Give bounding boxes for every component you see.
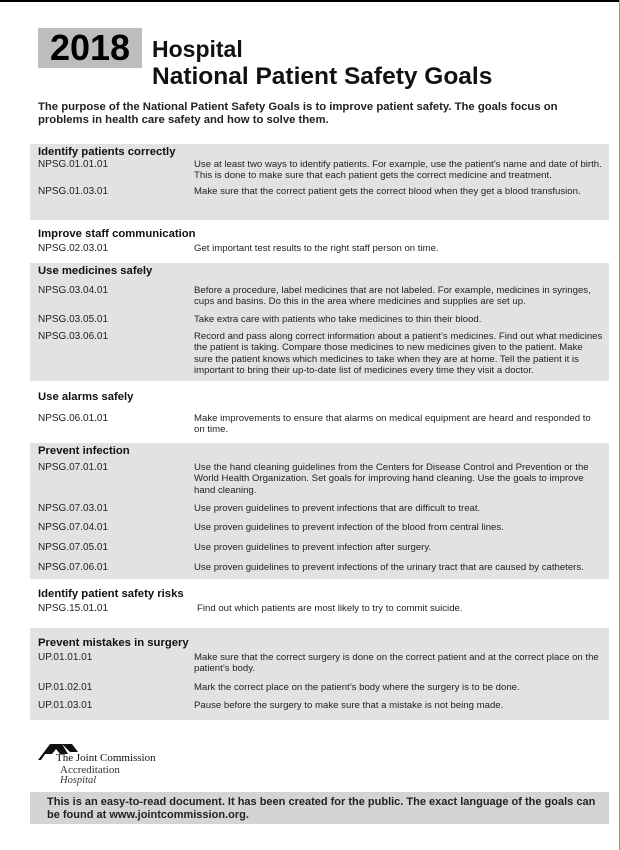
goal-code: NPSG.01.03.01: [38, 186, 109, 197]
goal-code: NPSG.03.04.01: [38, 285, 109, 296]
goal-text: Use at least two ways to identify patients. For example, use the patient’s name and date of birth. This is done to make sure that each patient gets the correct medicine and treatment.: [194, 159, 602, 182]
goal-text: Make sure that the correct patient gets the correct blood when they get a blood transfusion.: [194, 186, 581, 197]
section-title: Use alarms safely: [38, 391, 134, 403]
section-title: Prevent infection: [38, 445, 130, 457]
goal-code: NPSG.07.04.01: [38, 522, 109, 533]
goal-text: Record and pass along correct information about a patient’s medicines. Find out what medicines the patient is taking. Compare those medicines to new medicines given to the patient. Make sure the patient knows which medicines to take when they are at home. Tell the patient it is important to bring their up-to-date list of medicines every time they visit a doctor.: [194, 331, 603, 376]
goal-text: Mark the correct place on the patient’s body where the surgery is to be done.: [194, 682, 520, 693]
logo-subtitle: Accreditation: [60, 764, 120, 776]
goal-text: Before a procedure, label medicines that are not labeled. For example, medicines in syringes, cups and basins. Do this in the area where medicines and supplies are set up.: [194, 285, 591, 308]
goal-code: NPSG.03.05.01: [38, 314, 109, 325]
section-title: Identify patients correctly: [38, 146, 176, 158]
footer-note: This is an easy-to-read document. It has been created for the public. The exact language of the goals can be found at www.jointcommission.org.: [47, 796, 596, 821]
goal-code: NPSG.03.06.01: [38, 331, 109, 342]
goal-code: UP.01.02.01: [38, 682, 93, 693]
section-title: Use medicines safely: [38, 265, 153, 277]
logo-name: The Joint Commission: [56, 752, 156, 764]
goal-text: Take extra care with patients who take medicines to thin their blood.: [194, 314, 482, 325]
goal-text: Use proven guidelines to prevent infection of the blood from central lines.: [194, 522, 504, 533]
section-identify-patients: [30, 144, 609, 220]
goal-code: NPSG.07.05.01: [38, 542, 109, 553]
goal-text: Use proven guidelines to prevent infections that are difficult to treat.: [194, 503, 481, 514]
section-title: Prevent mistakes in surgery: [38, 637, 189, 649]
goal-text: Use the hand cleaning guidelines from the Centers for Disease Control and Prevention or the World Health Organization. Set goals for improving hand cleaning. Use the goals to improve hand cleaning.: [194, 462, 589, 496]
goal-code: NPSG.07.01.01: [38, 462, 109, 473]
section-patient-safety-risks: [30, 586, 609, 622]
goal-code: NPSG.15.01.01: [38, 603, 109, 614]
goal-code: NPSG.02.03.01: [38, 243, 109, 254]
section-alarms-safely: [30, 389, 609, 439]
goal-code: NPSG.06.01.01: [38, 413, 109, 424]
section-medicines-safely: [30, 263, 609, 381]
footer-note-box: [30, 792, 609, 824]
goal-text: Pause before the surgery to make sure that a mistake is not being made.: [194, 700, 504, 711]
intro-paragraph: The purpose of the National Patient Safety Goals is to improve patient safety. The goals focus on problems in health care safety and how to solve them.: [38, 101, 558, 126]
goal-code: NPSG.01.01.01: [38, 159, 109, 170]
goal-text: Use proven guidelines to prevent infection after surgery.: [194, 542, 432, 553]
logo-program: Hospital: [60, 775, 97, 786]
goal-text: Use proven guidelines to prevent infections of the urinary tract that are caused by catheters.: [194, 562, 584, 573]
section-prevent-surgery-mistakes: [30, 628, 609, 720]
section-title: Identify patient safety risks: [38, 588, 184, 600]
goal-text: Get important test results to the right staff person on time.: [194, 243, 439, 254]
goal-code: NPSG.07.03.01: [38, 503, 109, 514]
goal-code: NPSG.07.06.01: [38, 562, 109, 573]
page-title-line1: Hospital: [152, 36, 243, 62]
section-prevent-infection: [30, 443, 609, 579]
goal-text: Find out which patients are most likely to try to commit suicide.: [197, 603, 463, 614]
joint-commission-logo: [38, 740, 208, 790]
section-title: Improve staff communication: [38, 228, 196, 240]
goal-code: UP.01.01.01: [38, 652, 93, 663]
page-title-line2: National Patient Safety Goals: [152, 63, 493, 90]
goal-code: UP.01.03.01: [38, 700, 93, 711]
section-staff-communication: [30, 226, 609, 260]
goal-text: Make sure that the correct surgery is done on the correct patient and at the correct place on the patient’s body.: [194, 652, 599, 675]
goal-text: Make improvements to ensure that alarms on medical equipment are heard and responded to on time.: [194, 413, 591, 436]
year-badge: 2018: [38, 28, 142, 68]
top-border-line: [0, 0, 620, 2]
